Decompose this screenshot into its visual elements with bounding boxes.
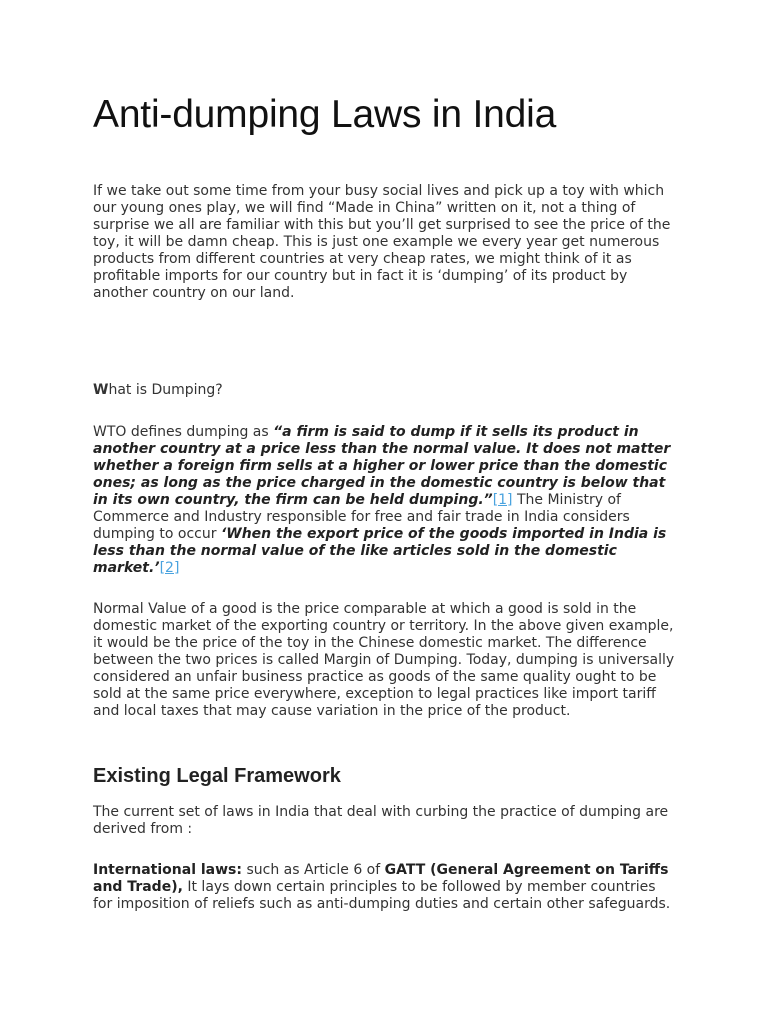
normal-value-paragraph: Normal Value of a good is the price comparable at which a good is sold in the domestic market of the exporting country or territory. In the above given example, it would be the price of the toy in the Chinese domestic market. The difference between the two prices is called Margin of Dumping. Today, dumping is universally considered an unfair business practice as goods of the same quality ought to be sold at the same price everywhere, exception to legal practices like import tariff and local taxes that may cause variation in the price of the product. <box>93 601 675 719</box>
intl-text-2: It lays down certain principles to be followed by member countries for imposition of reliefs such as anti-dumping duties and certain other safeguards. <box>93 879 671 912</box>
heading-rest: hat is Dumping? <box>108 382 223 398</box>
intro-paragraph: If we take out some time from your busy social lives and pick up a toy with which our young ones play, we will find “Made in China” written on it, not a thing of surprise we all are familiar with this but you’ll get surprised to see the price of the toy, it will be damn cheap. This is just one example we every year get numerous products from different countries at very cheap rates, we might think of it as profitable imports for our country but in fact it is ‘dumping’ of its product by another country on our land. <box>93 183 671 301</box>
legal-framework-heading: Existing Legal Framework <box>93 765 341 787</box>
international-laws-label: International laws: <box>93 862 242 878</box>
intl-text-1: such as Article 6 of <box>242 862 385 878</box>
reference-link-2[interactable]: [2] <box>159 560 180 576</box>
international-laws-paragraph <box>93 862 679 913</box>
wto-lead-text: WTO defines dumping as <box>93 424 274 440</box>
page-title: Anti-dumping Laws in India <box>93 93 557 136</box>
heading-first-letter: W <box>93 382 109 398</box>
wto-quote: “a firm is said to dump if it sells its product in another country at a price less than the normal value. It does not matter whether a foreign firm sells at a higher or lower price than the domestic ones; as long as the price charged in the domestic country is below that in its own country, the firm can be held dumping.” <box>93 424 671 508</box>
ministry-quote: ‘When the export price of the goods imported in India is less than the normal value of the like articles sold in the domestic market.’ <box>93 526 667 576</box>
gatt-name: GATT (General Agreement on Tariffs and Trade), <box>93 862 669 895</box>
wto-definition-paragraph <box>93 424 679 577</box>
document-content <box>93 92 679 912</box>
current-laws-paragraph: The current set of laws in India that deal with curbing the practice of dumping are derived from : <box>93 804 669 837</box>
what-is-dumping-heading <box>93 382 223 399</box>
reference-link-1[interactable]: [1] <box>492 492 513 508</box>
ministry-text: The Ministry of Commerce and Industry responsible for free and fair trade in India considers dumping to occur <box>93 492 630 542</box>
